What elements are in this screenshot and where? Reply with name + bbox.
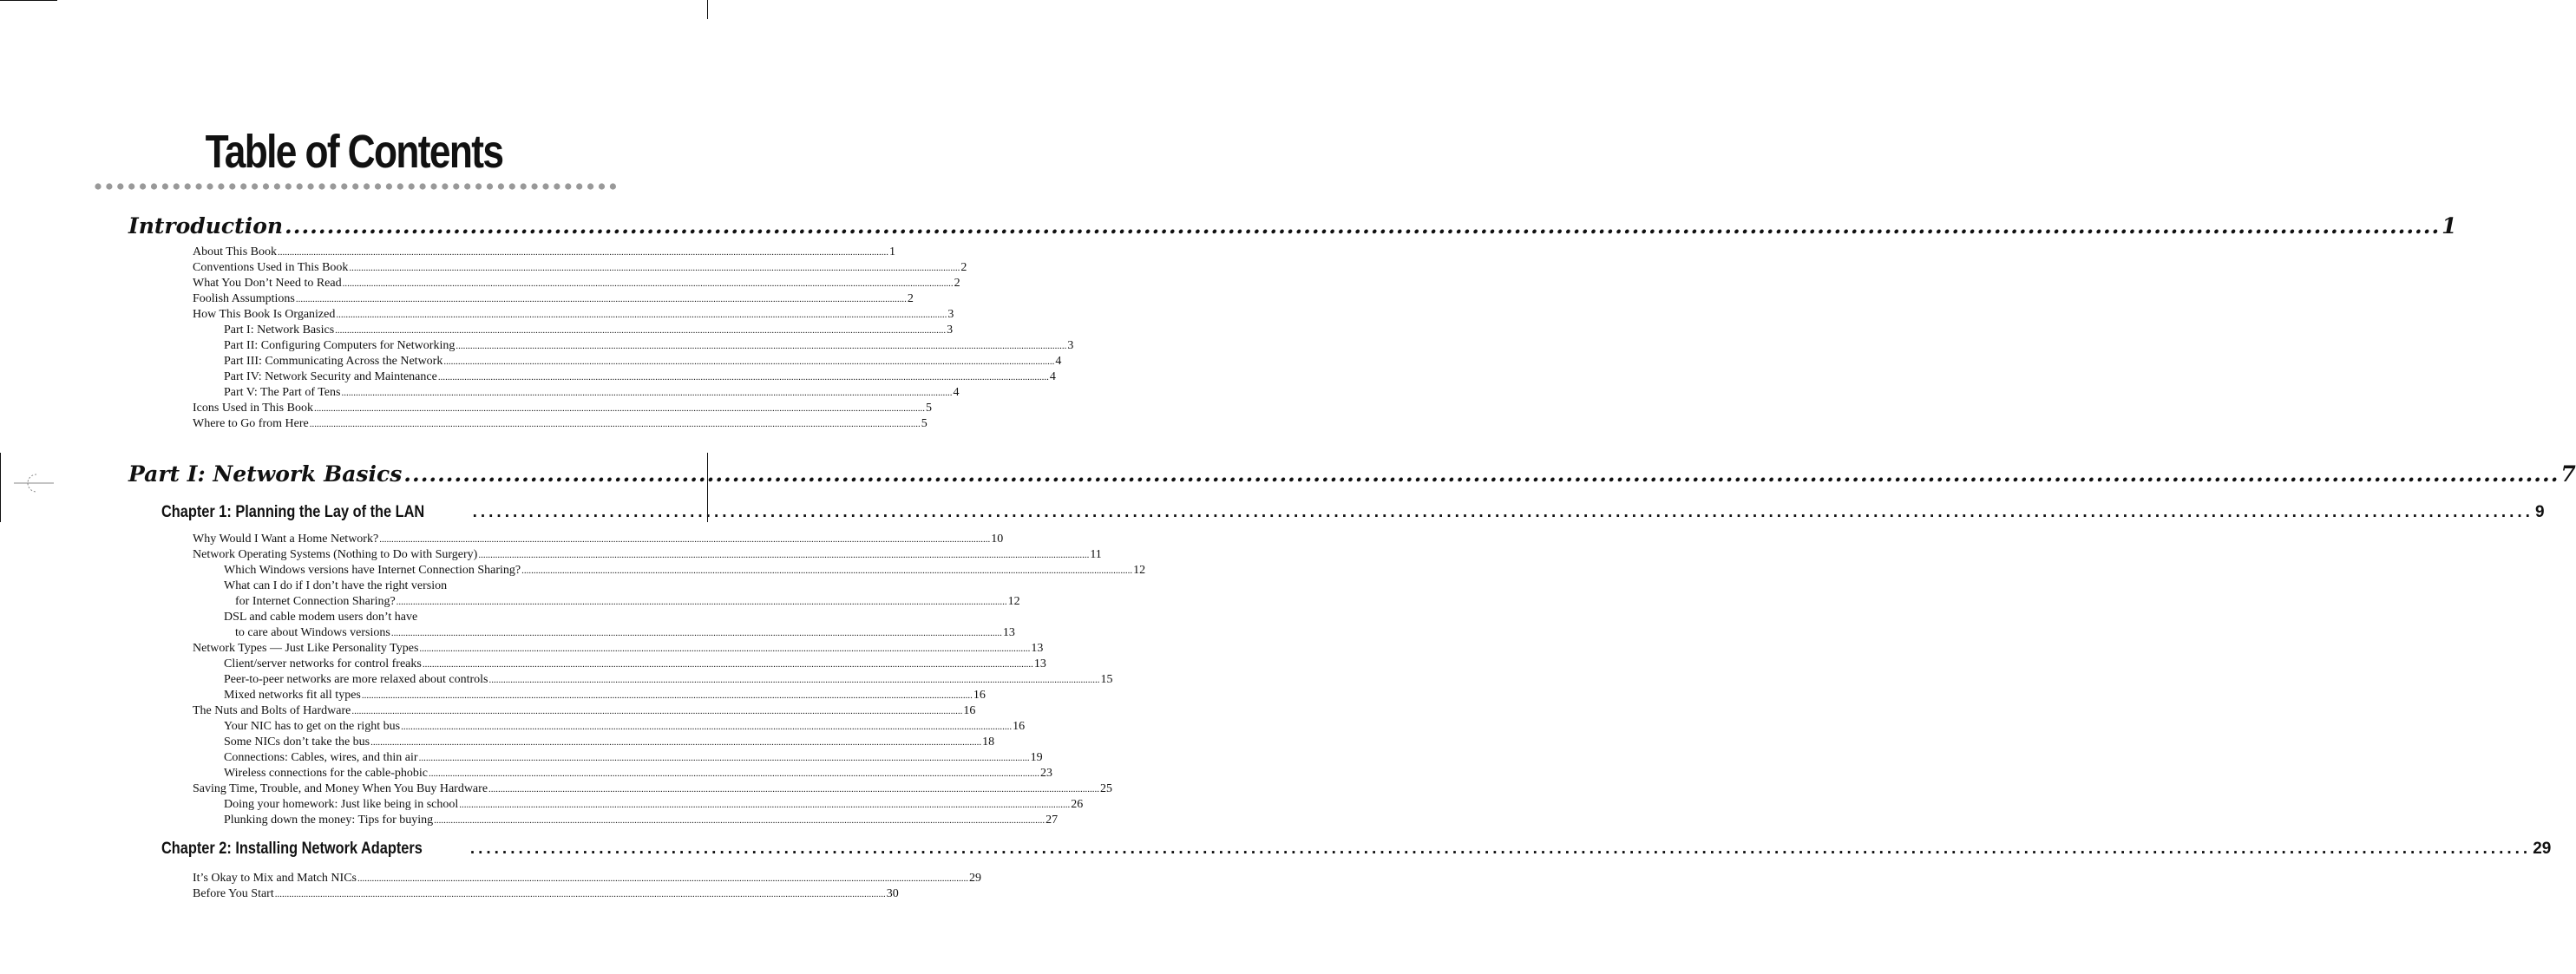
toc-entry[interactable] (224, 385, 960, 401)
rule-dot (352, 183, 358, 189)
entry-title: What You Don’t Need to Read (193, 277, 342, 290)
rule-dot (196, 183, 202, 189)
leader-dots: ................................................................................................................................................................................................................................................................ (335, 325, 947, 336)
leader-dots: ................................................................................................................................................................................................................................................................ (396, 597, 1007, 607)
rule-dot (487, 183, 493, 189)
entry-page: 19 (1030, 751, 1043, 764)
entry-title: How This Book Is Organized (193, 308, 336, 321)
leader-dots: ................................................................................................................................................................................................................................................................ (401, 722, 1013, 732)
rule-dot (263, 183, 269, 189)
rule-dot (610, 183, 616, 189)
toc-entry[interactable] (224, 766, 1053, 781)
rule-dot (565, 183, 571, 189)
entry-page: 15 (1100, 673, 1113, 686)
part1-page: 7 (2560, 461, 2576, 487)
toc-part-1[interactable] (128, 461, 2576, 487)
rule-dot (576, 183, 582, 189)
entry-page: 1 (888, 245, 895, 258)
rule-dot (442, 183, 448, 189)
rule-dot (185, 183, 191, 189)
entry-page: 30 (886, 887, 899, 900)
leader-dots: ................................................................................................................................................................................................................................................................ (274, 889, 886, 899)
entry-page: 3 (947, 308, 954, 321)
decorative-dot-rule (94, 181, 616, 192)
rule-dot (464, 183, 470, 189)
rule-dot (599, 183, 605, 189)
rule-dot (375, 183, 381, 189)
crop-mark-left (0, 453, 1, 522)
leader-dots: ................................................................................................................................................................................................................................................................ (313, 403, 925, 414)
leader-dots: ................................................................................................................................................................................................................................................................ (342, 278, 954, 289)
entry-title: Which Windows versions have Internet Connection Sharing? (224, 564, 521, 577)
entry-title: Network Types — Just Like Personality Types (193, 642, 419, 655)
entry-page: 3 (1067, 339, 1074, 352)
leader-dots: ................................................................................................................................................................................................................................................................ (422, 659, 1033, 670)
entry-page: 26 (1071, 798, 1084, 811)
leader-dots: ................................................................................................................................................................................................................................................................ (403, 461, 2560, 487)
toc-entry[interactable] (224, 338, 1074, 354)
toc-chapter-1[interactable] (161, 503, 2545, 522)
entry-title: Doing your homework: Just like being in school (224, 798, 459, 811)
entry-title: Part IV: Network Security and Maintenance (224, 370, 437, 383)
toc-entry[interactable] (224, 369, 1056, 385)
rule-dot (318, 183, 324, 189)
entry-page: 3 (947, 324, 954, 337)
leader-dots: ................................................................................................................................................................................................................................................................ (336, 310, 947, 320)
rule-dot (240, 183, 246, 189)
entry-title: Conventions Used in This Book (193, 261, 349, 274)
registration-mark-icon (14, 473, 54, 494)
leader-dots: ................................................................................................................................................................................................................................................................ (349, 263, 960, 273)
rule-dot (542, 183, 548, 189)
toc-entry[interactable] (224, 563, 1146, 579)
toc-entry[interactable] (224, 657, 1046, 672)
rule-dot (341, 183, 347, 189)
entry-title: Part I: Network Basics (224, 324, 335, 337)
rule-dot (330, 183, 336, 189)
entry-title: Part II: Configuring Computers for Networking (224, 339, 456, 352)
rule-dot (509, 183, 515, 189)
page-title: Table of Contents (205, 126, 503, 178)
toc-entry[interactable] (193, 641, 1044, 657)
entry-page: 5 (921, 417, 927, 430)
entry-page: 4 (1055, 355, 1062, 368)
toc-entry[interactable] (193, 416, 927, 432)
introduction-page: 1 (2442, 213, 2457, 239)
entry-title: Why Would I Want a Home Network? (193, 533, 379, 546)
entry-title: The Nuts and Bolts of Hardware (193, 704, 351, 717)
rule-dot (430, 183, 436, 189)
entry-page: 4 (953, 386, 960, 399)
toc-part-introduction[interactable] (128, 213, 2457, 239)
leader-dots: ................................................................................................................................................................................................................................................................ (361, 690, 973, 701)
leader-dots: ................................................................................................................................................................................................................................................................ (341, 388, 953, 398)
toc-entry[interactable] (224, 610, 606, 625)
toc-entry[interactable] (224, 579, 606, 594)
entry-page: 23 (1040, 767, 1053, 780)
entry-title: to care about Windows versions (235, 626, 390, 639)
rule-dot (206, 183, 213, 189)
chapter1-page: 9 (2534, 503, 2545, 521)
leader-dots: ................................................................................................................................................................................................................................................................ (418, 753, 1030, 763)
entry-page: 5 (925, 402, 932, 415)
entry-page: 12 (1133, 564, 1146, 577)
rule-dot (498, 183, 504, 189)
rule-dot (308, 183, 314, 189)
rule-dot (162, 183, 168, 189)
toc-entry[interactable] (224, 688, 986, 703)
chapter1-title: Chapter 1: Planning the Lay of the LAN (161, 503, 425, 521)
toc-entry[interactable] (193, 703, 976, 719)
leader-dots: ................................................................................................................................................................................................................................................................ (478, 550, 1090, 560)
toc-entry[interactable] (193, 276, 960, 291)
rule-dot (117, 183, 123, 189)
leader-dots: ................................................................................................................................................................................................................................................................ (488, 675, 1100, 685)
rule-dot (106, 183, 112, 189)
rule-dot (95, 183, 101, 189)
crop-mark-top-right (707, 0, 708, 19)
entry-page: 13 (1002, 626, 1015, 639)
entry-title: Some NICs don’t take the bus (224, 735, 370, 748)
entry-title: Mixed networks fit all types (224, 689, 361, 702)
entry-page: 25 (1100, 782, 1113, 795)
rule-dot (409, 183, 415, 189)
toc-entry[interactable] (224, 719, 1026, 735)
entry-page: 12 (1007, 595, 1020, 608)
toc-entry[interactable] (224, 354, 1062, 369)
entry-title: It’s Okay to Mix and Match NICs (193, 872, 357, 885)
entry-title: for Internet Connection Sharing? (235, 595, 396, 608)
entry-title: Wireless connections for the cable-phobic (224, 767, 429, 780)
toc-entry-continuation[interactable] (235, 594, 1020, 610)
leader-dots: ................................................................................................................................................................................................................................................................ (351, 706, 963, 716)
entry-page: 27 (1045, 814, 1059, 827)
rule-dot (397, 183, 403, 189)
toc-entry-continuation[interactable] (235, 625, 1015, 641)
toc-entry[interactable] (224, 750, 1043, 766)
rule-dot (274, 183, 280, 189)
leader-dots: ................................................................................................................................................................................................................................................................ (379, 534, 991, 545)
entry-title: Before You Start (193, 887, 274, 900)
rule-dot (140, 183, 146, 189)
toc-entry[interactable] (224, 813, 1059, 828)
entry-page: 2 (954, 277, 960, 290)
toc-entry[interactable] (193, 532, 1004, 547)
toc-entry[interactable] (193, 871, 981, 886)
rule-dot (218, 183, 224, 189)
rule-dot (151, 183, 157, 189)
leader-dots: ................................................................................................................................................................................................................................................................ (472, 503, 2533, 521)
entry-title: Network Operating Systems (Nothing to Do with Surgery) (193, 548, 478, 561)
entry-page: 29 (968, 872, 981, 885)
rule-dot (532, 183, 538, 189)
entry-title: Icons Used in This Book (193, 402, 313, 415)
entry-page: 13 (1033, 657, 1046, 670)
entry-page: 13 (1031, 642, 1044, 655)
leader-dots: ................................................................................................................................................................................................................................................................ (419, 644, 1031, 654)
leader-dots: ................................................................................................................................................................................................................................................................ (429, 768, 1040, 779)
toc-chapter-2[interactable] (161, 840, 2552, 859)
leader-dots: ................................................................................................................................................................................................................................................................ (437, 372, 1049, 382)
entry-page: 10 (991, 533, 1004, 546)
leader-dots: ................................................................................................................................................................................................................................................................ (488, 784, 1100, 794)
rule-dot (554, 183, 560, 189)
entry-page: 16 (973, 689, 986, 702)
rule-dot (521, 183, 527, 189)
rule-dot (252, 183, 258, 189)
toc-entry[interactable] (224, 797, 1084, 813)
entry-title: Your NIC has to get on the right bus (224, 720, 401, 733)
toc-entry[interactable] (224, 323, 954, 338)
leader-dots: ................................................................................................................................................................................................................................................................ (295, 294, 907, 304)
entry-title: Connections: Cables, wires, and thin air (224, 751, 418, 764)
leader-dots: ................................................................................................................................................................................................................................................................ (277, 247, 888, 258)
rule-dot (229, 183, 235, 189)
toc-entry[interactable] (193, 547, 1102, 563)
rule-dot (128, 183, 134, 189)
entry-title: Plunking down the money: Tips for buying (224, 814, 434, 827)
entry-title: DSL and cable modem users don’t have (224, 611, 418, 624)
entry-page: 16 (963, 704, 976, 717)
rule-dot (174, 183, 180, 189)
entry-title: Where to Go from Here (193, 417, 309, 430)
entry-page: 16 (1013, 720, 1026, 733)
toc-entry[interactable] (193, 886, 899, 902)
entry-title: Foolish Assumptions (193, 292, 295, 305)
entry-page: 11 (1090, 548, 1102, 561)
leader-dots: ................................................................................................................................................................................................................................................................ (390, 628, 1002, 638)
introduction-title: Introduction (128, 213, 284, 239)
toc-entry[interactable] (193, 401, 932, 416)
toc-entry[interactable] (224, 672, 1113, 688)
entry-page: 4 (1049, 370, 1056, 383)
chapter2-page: 29 (2533, 840, 2552, 858)
leader-dots: ................................................................................................................................................................................................................................................................ (370, 737, 982, 748)
toc-entry[interactable] (193, 245, 895, 260)
leader-dots: ................................................................................................................................................................................................................................................................ (456, 341, 1067, 351)
leader-dots: ................................................................................................................................................................................................................................................................ (469, 840, 2532, 858)
part1-title: Part I: Network Basics (128, 461, 403, 487)
leader-dots: ................................................................................................................................................................................................................................................................ (309, 419, 921, 429)
leader-dots: ................................................................................................................................................................................................................................................................ (434, 815, 1045, 826)
crop-mark-top (0, 0, 57, 1)
leader-dots: ................................................................................................................................................................................................................................................................ (357, 873, 968, 884)
entry-title: Client/server networks for control freaks (224, 657, 422, 670)
toc-entry[interactable] (193, 781, 1113, 797)
rule-dot (420, 183, 426, 189)
entry-title: Peer-to-peer networks are more relaxed about controls (224, 673, 488, 686)
toc-entry[interactable] (193, 291, 914, 307)
toc-entry[interactable] (193, 260, 967, 276)
entry-title: About This Book (193, 245, 277, 258)
chapter2-title: Chapter 2: Installing Network Adapters (161, 840, 423, 858)
rule-dot (475, 183, 482, 189)
rule-dot (285, 183, 292, 189)
entry-title: Part III: Communicating Across the Network (224, 355, 443, 368)
leader-dots: ................................................................................................................................................................................................................................................................ (285, 213, 2441, 239)
entry-page: 18 (982, 735, 995, 748)
entry-page: 2 (960, 261, 967, 274)
rule-dot (587, 183, 593, 189)
rule-dot (453, 183, 459, 189)
toc-entry[interactable] (224, 735, 995, 750)
toc-entry[interactable] (193, 307, 954, 323)
rule-dot (364, 183, 370, 189)
rule-dot (297, 183, 303, 189)
leader-dots: ................................................................................................................................................................................................................................................................ (521, 565, 1133, 576)
rule-dot (386, 183, 392, 189)
entry-page: 2 (907, 292, 914, 305)
leader-dots: ................................................................................................................................................................................................................................................................ (459, 800, 1071, 810)
entry-title: What can I do if I don’t have the right version (224, 579, 448, 592)
leader-dots: ................................................................................................................................................................................................................................................................ (443, 356, 1055, 367)
entry-title: Saving Time, Trouble, and Money When You Buy Hardware (193, 782, 488, 795)
entry-title: Part V: The Part of Tens (224, 386, 341, 399)
